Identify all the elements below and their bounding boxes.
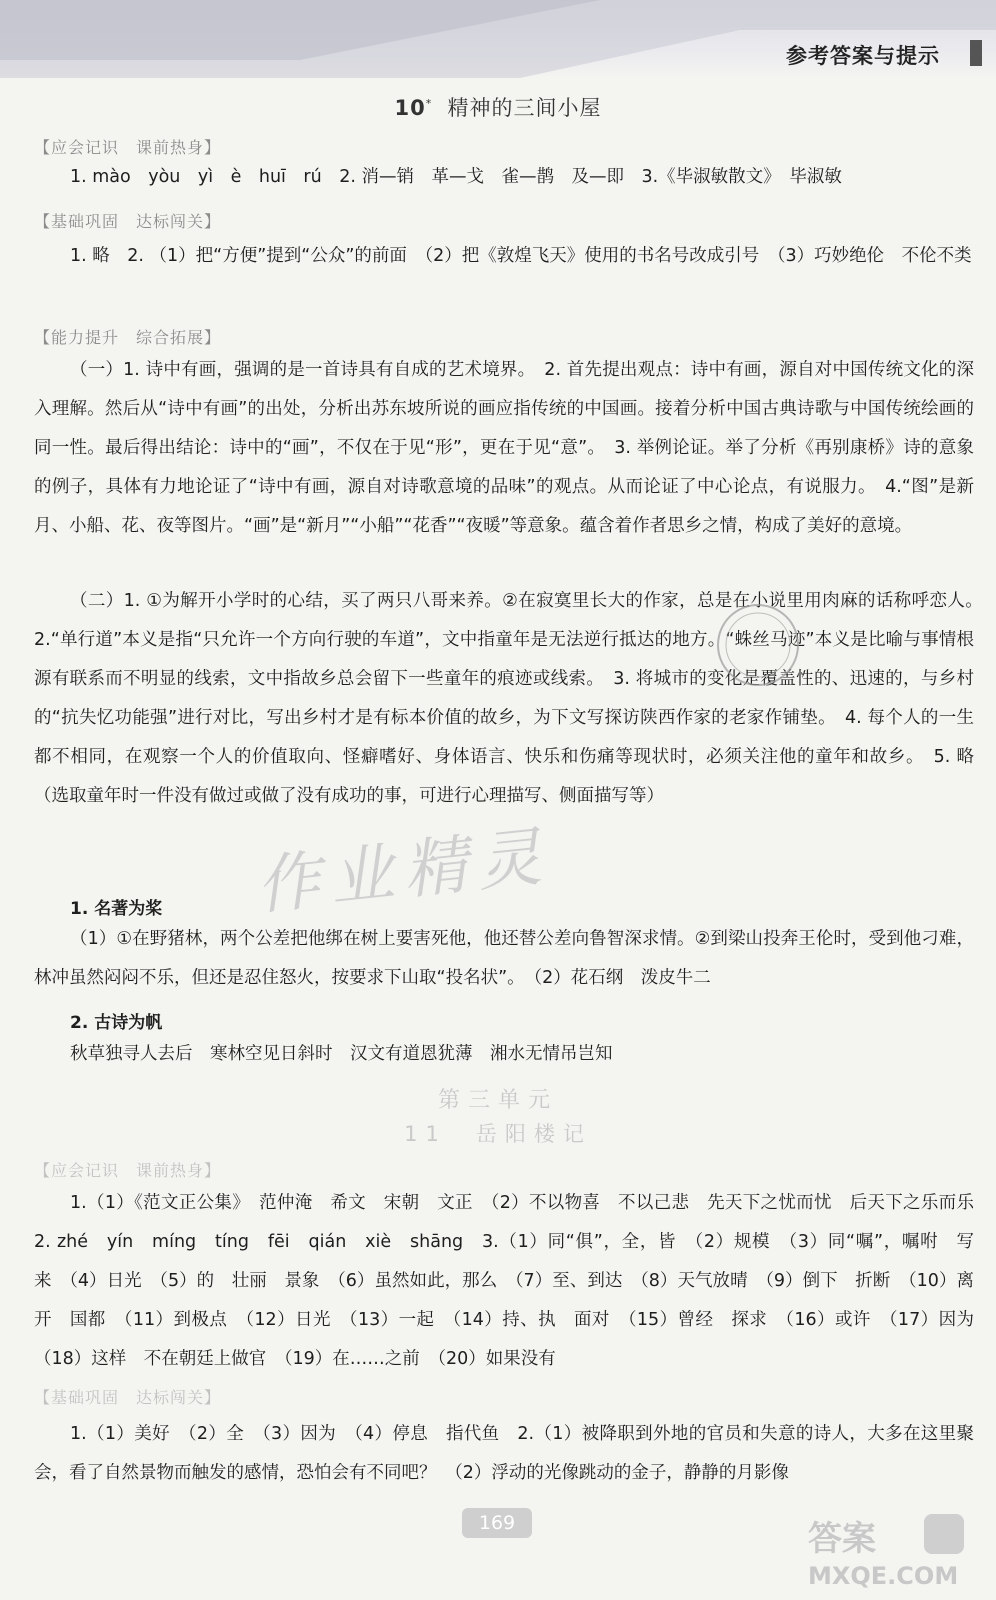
answer-paragraph: （一）1. 诗中有画，强调的是一首诗具有自成的艺术境界。 2. 首先提出观点：诗中有画，源自对中国传统文化的深入理解。然后从“诗中有画”的出处，分析出苏东坡所说的画应指传统的中国画。接着分析中国古典诗歌与中国传统绘画的同一性。最后得出结论：诗中的“画”，不仅在于见“形”，更在于见“意”。 3. 举例论证。举了分析《再别康桥》诗的意象的例子，具体有力地论证了“诗中有画，源自对诗歌意境的品味”的观点。从而论证了中心论点，有说服力。 4.“图”是新月、小船、花、夜等图片。“画”是“新月”“小船”“花香”“夜暖”等意象。蕴含着作者思乡之情，构成了美好的意境。 (34, 360, 974, 536)
header-band (0, 0, 996, 78)
svg-text:答案: 答案 (808, 1519, 876, 1559)
subsection-heading: 1. 名著为桨 (70, 899, 163, 919)
lesson-title: 10* 精神的三间小屋 (394, 96, 602, 120)
answer-paragraph: 1.（1）美好 （2）全 （3）因为 （4）停息 指代鱼 2.（1）被降职到外地的官员和失意的诗人，大多在这里聚会，看了自然景物而触发的感情，恐怕会有不同吧？ （2）浮动的光像跳动的金子，静静的月影像 (34, 1424, 974, 1483)
answer-paragraph: （1）①在野猪林，两个公差把他绑在树上要害死他，他还替公差向鲁智深求情。②到梁山投奔王伦时，受到他刁难，林冲虽然闷闷不乐，但还是忍住怒火，按要求下山取“投名状”。 （2）花石纲 泼皮牛二 (34, 929, 974, 988)
lesson-number: 10 (394, 96, 426, 120)
unit-lesson-title: 11 岳阳楼记 (404, 1122, 592, 1146)
page-number: 169 (462, 1508, 532, 1538)
watermark-text: 作业精灵 (252, 819, 555, 925)
answer-paragraph: 1. 略 2. （1）把“方便”提到“公众”的前面 （2）把《敦煌飞天》使用的书名号改成引号 （3）巧妙绝伦 不伦不类 (70, 246, 972, 266)
subsection-heading: 2. 古诗为帆 (70, 1013, 163, 1033)
section-label-basics: 【基础巩固 达标闯关】 (34, 212, 222, 231)
stamp-seal (713, 600, 803, 690)
poem-line: 秋草独寻人去后 寒林空见日斜时 汉文有道恩犹薄 湘水无情吊岂知 (70, 1044, 613, 1064)
section-label-extension: 【能力提升 综合拓展】 (34, 328, 222, 347)
answer-paragraph: 1. mào yòu yì è huī rú 2. 消—销 革—戈 雀—鹊 及—即 3.《毕淑敏散文》 毕淑敏 (70, 167, 842, 187)
answer-paragraph: （二）1. ①为解开小学时的心结，买了两只八哥来养。②在寂寞里长大的作家，总是在小说里用肉麻的话称呼恋人。 2.“单行道”本义是指“只允许一个方向行驶的车道”，文中指童年是无法逆行抵达的地方。“蛛丝马迹”本义是比喻与事情根源有联系而不明显的线索，文中指故乡总会留下一些童年的痕迹或线索。 3. 将城市的变化是覆盖性的、迅速的，与乡村的“抗失忆功能强”进行对比，写出乡村才是有标本价值的故乡，为下文写探访陕西作家的老家作铺垫。 4. 每个人的一生都不相同，在观察一个人的价值取向、怪癖嗜好、身体语言、快乐和伤痛等现状时，必须关注他的童年和故乡。 5. 略（选取童年时一件没有做过或做了没有成功的事，可进行心理描写、侧面描写等） (34, 591, 992, 806)
section-label-warmup-2: 【应会记识 课前热身】 (34, 1161, 222, 1180)
lesson-name: 精神的三间小屋 (447, 96, 602, 120)
svg-text:MXQE.COM: MXQE.COM (808, 1562, 959, 1590)
section-label-basics-2: 【基础巩固 达标闯关】 (34, 1388, 222, 1407)
site-logo-watermark (798, 1510, 978, 1590)
header-tab-marker (970, 40, 982, 66)
section-label-warmup: 【应会记识 课前热身】 (34, 138, 222, 157)
answer-paragraph: 1.（1）《范文正公集》 范仲淹 希文 宋朝 文正 （2）不以物喜 不以己悲 先天下之忧而忧 后天下之乐而乐 2. zhé yín míng tíng fēi qián xiè shāng 3.（1）同“俱”，全，皆 （2）规模 （3）同“嘱”，嘱咐 写 来 （4）日光 （5）的 壮丽 景象 （6）虽然如此，那么 （7）至、到达 （8）天气放晴 （9）倒下 折断 （10）离开 国都 （11）到极点 （12）日光 （13）一起 （14）持、执 面对 （15）曾经 探求 （16）或许 （17）因为 （18）这样 不在朝廷上做官 （19）在……之前 （20）如果没有 (34, 1193, 992, 1369)
running-header-title: 参考答案与提示 (786, 44, 940, 68)
unit-title: 第三单元 (437, 1088, 558, 1113)
